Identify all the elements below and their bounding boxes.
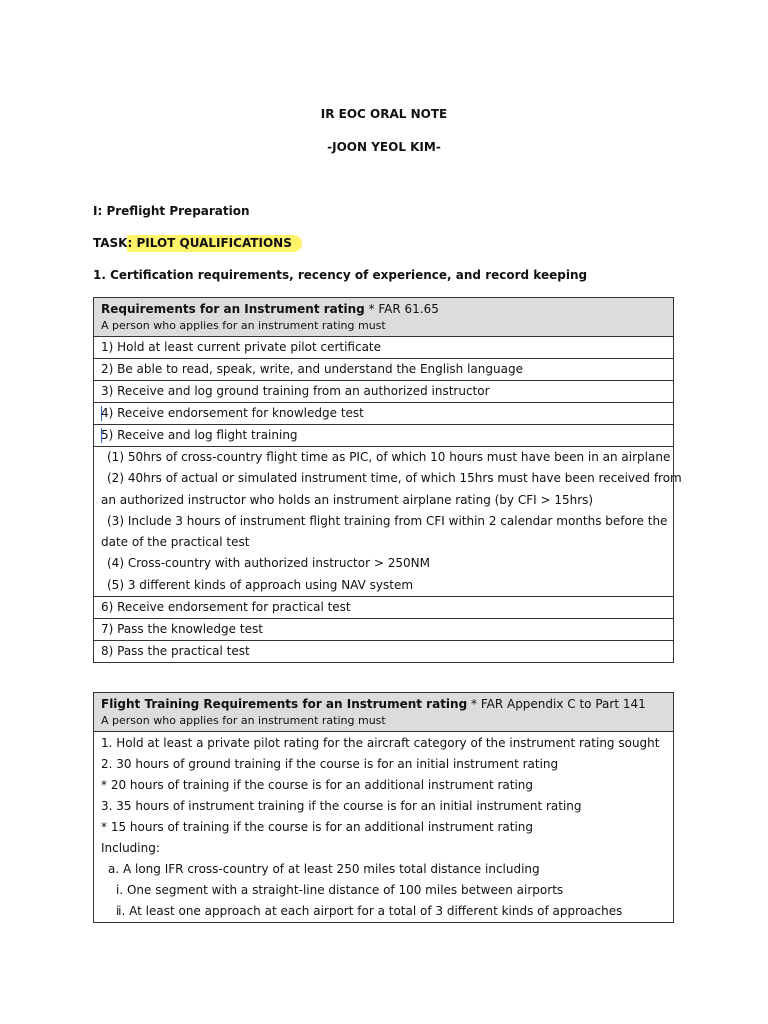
- table-row: 2) Be able to read, speak, write, and understand the English language: [94, 359, 673, 381]
- document-author: -JOON YEOL KIM-: [327, 140, 441, 154]
- table-reference: * FAR 61.65: [364, 302, 439, 316]
- detail-line: (2) 40hrs of actual or simulated instrument time, of which 15hrs must have been received from: [107, 471, 682, 486]
- table-row: 8) Pass the practical test: [101, 644, 250, 659]
- table-subtitle: A person who applies for an instrument rating must: [101, 319, 386, 332]
- detail-line: an authorized instructor who holds an instrument airplane rating (by CFI > 15hrs): [101, 492, 594, 507]
- task-prefix: TASK: [93, 236, 128, 250]
- table-row-text: 4) Receive endorsement for knowledge test: [101, 406, 364, 420]
- table-row: 7) Pass the knowledge test: [94, 619, 673, 641]
- list-item: 3. 35 hours of instrument training if the course is for an initial instrument rating: [101, 799, 582, 813]
- table-subtitle: A person who applies for an instrument rating must: [101, 714, 386, 727]
- training-requirements-list: [94, 732, 673, 922]
- list-item: a. A long IFR cross-country of at least 250 miles total distance including: [108, 862, 540, 876]
- section-heading: Ⅰ: Preflight Preparation: [93, 204, 250, 218]
- table-header: [94, 298, 673, 337]
- list-item: Including:: [101, 841, 160, 855]
- list-item: 1. Hold at least a private pilot rating for the aircraft category of the instrument rating sought: [101, 736, 660, 750]
- detail-line: date of the practical test: [101, 535, 250, 550]
- detail-line: (5) 3 different kinds of approach using NAV system: [107, 577, 414, 592]
- detail-line: (4) Cross-country with authorized instructor > 250NM: [107, 556, 430, 571]
- list-item: ⅰ. One segment with a straight-line distance of 100 miles between airports: [116, 883, 564, 897]
- task-highlight: : PILOT QUALIFICATIONS: [127, 235, 301, 252]
- table-title: Requirements for an Instrument rating: [101, 302, 365, 316]
- table-reference: * FAR Appendix C to Part 141: [467, 697, 646, 711]
- task-line: [93, 236, 302, 250]
- table-row: 3) Receive and log ground training from an authorized instructor: [94, 381, 673, 403]
- detail-line: (1) 50hrs of cross-country flight time as PIC, of which 10 hours must have been in an airplane: [107, 450, 671, 464]
- table-row: 1) Hold at least current private pilot certificate: [94, 337, 673, 359]
- list-item: 2. 30 hours of ground training if the course is for an initial instrument rating: [101, 757, 559, 771]
- table-title: Flight Training Requirements for an Instrument rating: [101, 697, 468, 711]
- table-row-text: 5) Receive and log flight training: [101, 428, 298, 442]
- list-item: ⅱ. At least one approach at each airport for a total of 3 different kinds of approaches: [116, 904, 623, 918]
- table-header: [94, 693, 673, 732]
- table-row: [94, 403, 673, 425]
- list-item: * 15 hours of training if the course is for an additional instrument rating: [101, 820, 534, 834]
- flight-training-requirements-table: [93, 692, 674, 923]
- table-row: [94, 425, 673, 447]
- table-row: 6) Receive endorsement for practical test: [94, 597, 673, 619]
- detail-line: (3) Include 3 hours of instrument flight training from CFI within 2 calendar months before the: [107, 513, 668, 528]
- instrument-rating-requirements-table: [93, 297, 682, 663]
- list-item: * 20 hours of training if the course is for an additional instrument rating: [101, 778, 534, 792]
- document-title: IR EOC ORAL NOTE: [320, 107, 448, 121]
- flight-training-details: [94, 447, 682, 597]
- subsection-heading: 1. Certification requirements, recency of experience, and record keeping: [93, 268, 588, 282]
